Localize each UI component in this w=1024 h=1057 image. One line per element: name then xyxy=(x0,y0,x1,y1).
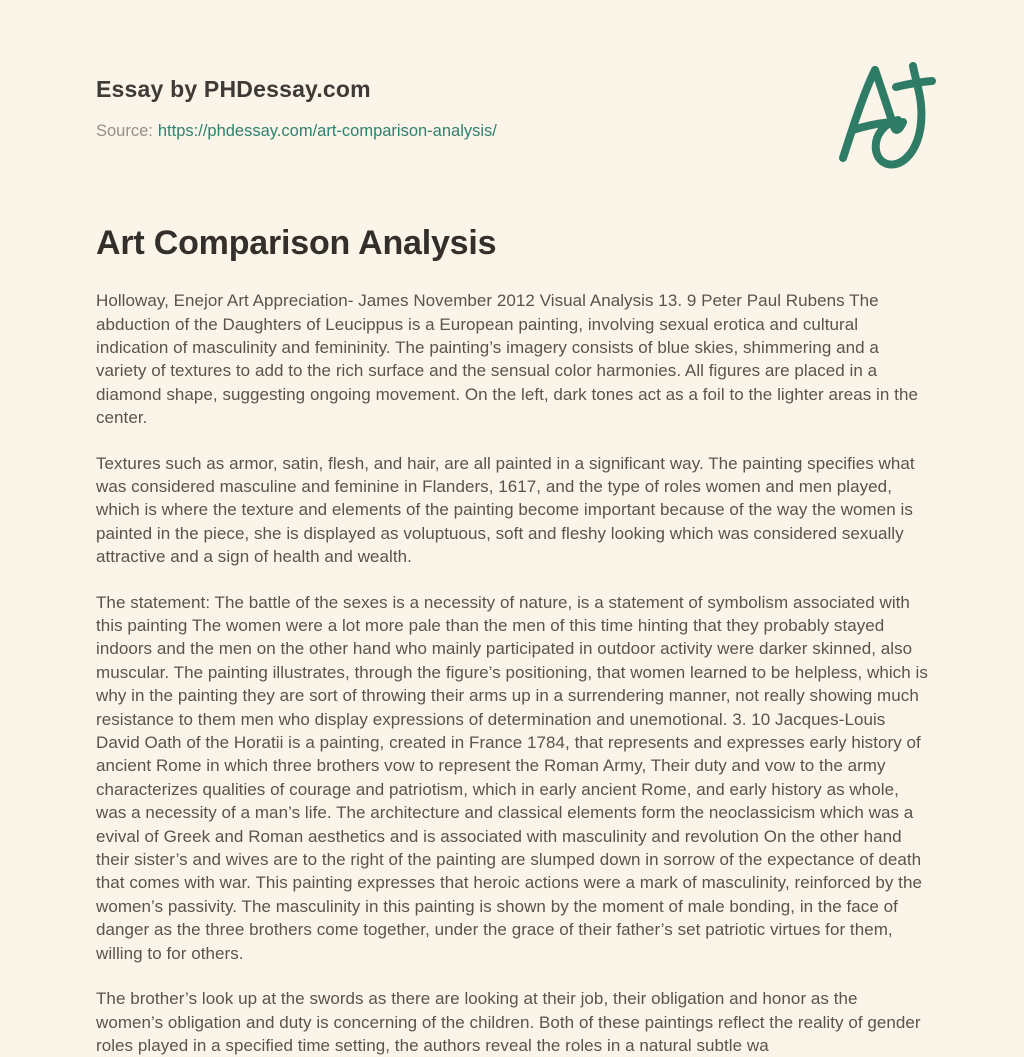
source-line xyxy=(96,121,929,142)
essay-body xyxy=(96,289,929,1057)
site-title: Essay by PHDessay.com xyxy=(96,76,371,102)
essay-title: Art Comparison Analysis xyxy=(96,224,497,263)
essay-paragraph-1: Holloway, Enejor Art Appreciation- James November 2012 Visual Analysis 13. 9 Peter Paul Rubens The abduction of the Daughters of Leucippus is a European painting, involving sexual erotica and cultural indication of masculinity and femininity. The painting’s imagery consists of blue skies, shimmering and a variety of textures to add to the rich surface and the sensual color harmonies. All figures are placed in a diamond shape, suggesting ongoing movement. On the left, dark tones act as a foil to the lighter areas in the center. xyxy=(96,291,918,428)
essay-paragraph-3: The statement: The battle of the sexes is a necessity of nature, is a statement of symbolism associated with this painting The women were a lot more pale than the men of this time hinting that they probably stayed indoors and the men on the other hand who mainly participated in outdoor activity were darker skinned, also muscular. The painting illustrates, through the figure’s positioning, that women learned to be helpless, which is why in the painting they are sort of throwing their arms up in a surrendering manner, not really showing much resistance to them men who display expressions of determination and unemotional. 3. 10 Jacques-Louis David Oath of the Horatii is a painting, created in France 1784, that represents and expresses early history of ancient Rome in which three brothers vow to represent the Roman Army, Their duty and vow to the army characterizes qualities of courage and patriotism, which in early ancient Rome, and early history as whole, was a necessity of a man’s life. The architecture and classical elements form the neoclassicism which was a evival of Greek and Roman aesthetics and is associated with masculinity and revolution On the other hand their sister’s and wives are to the right of the painting are slumped down in sorrow of the expectance of death that comes with war. This painting expresses that heroic actions were a mark of masculinity, reinforced by the women’s passivity. The masculinity in this painting is shown by the moment of male bonding, in the face of danger as the three brothers come together, under the grace of their father’s set patriotic virtues for them, willing to for others. xyxy=(96,592,928,963)
essay-paragraph-4: The brother’s look up at the swords as there are looking at their job, their obligation and honor as the women’s obligation and duty is concerning of the children. Both of these paintings reflect the reality of gender roles played in a specified time setting, the authors reveal the roles in a natural subtle wa xyxy=(96,989,921,1055)
source-label: Source: xyxy=(96,121,153,140)
essay-paragraph-2: Textures such as armor, satin, flesh, and hair, are all painted in a significant way. The painting specifies what was considered masculine and feminine in Flanders, 1617, and the type of roles women and men played, which is where the texture and elements of the painting become important because of the way the women is painted in the piece, she is displayed as voluptuous, soft and fleshy looking which was considered sexually attractive and a sign of health and wealth. xyxy=(96,453,915,567)
source-link[interactable]: https://phdessay.com/art-comparison-analysis/ xyxy=(157,121,497,140)
essay-content xyxy=(96,76,929,1057)
page-header xyxy=(96,76,929,142)
